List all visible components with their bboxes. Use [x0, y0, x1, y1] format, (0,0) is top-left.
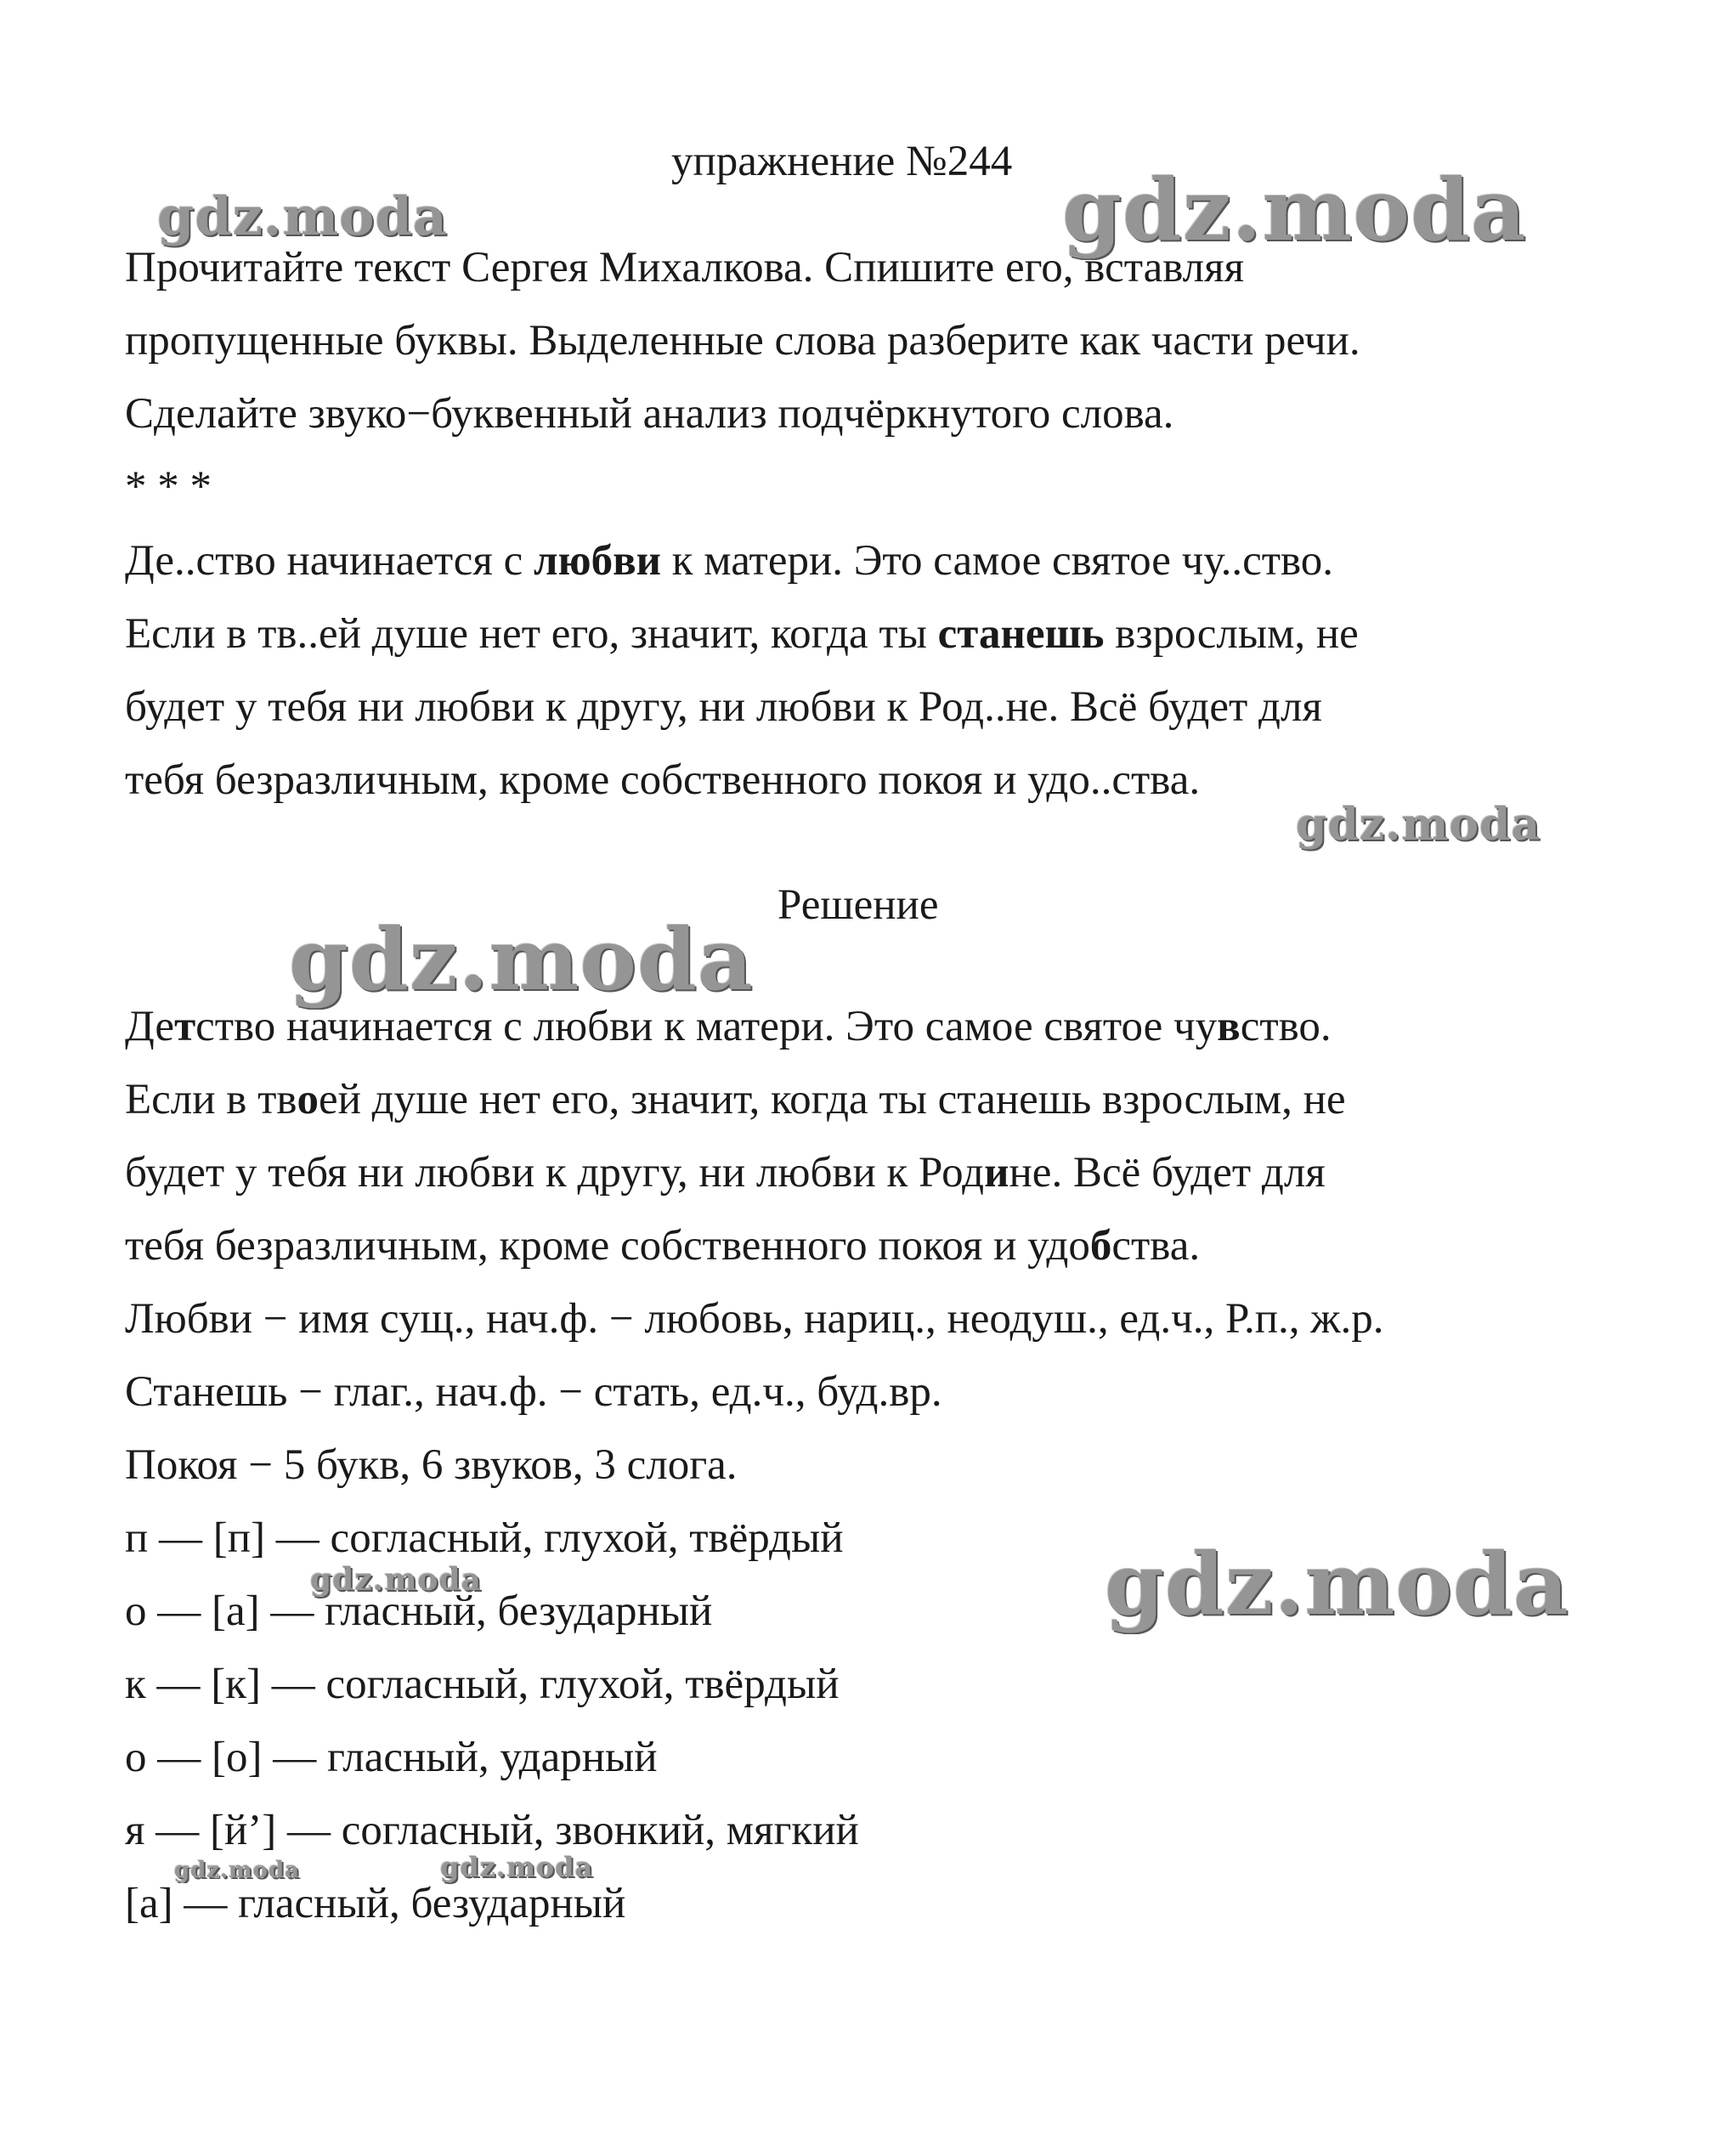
watermark: gdz.moda	[174, 1858, 301, 1883]
task-text-line-4: тебя безразличным, кроме собственного покоя и удо..ства.	[125, 756, 1201, 804]
task-line-3: Сделайте звуко−буквенный анализ подчёркнутого слова.	[125, 390, 1174, 438]
task-line-2: пропущенные буквы. Выделенные слова разберите как части речи.	[125, 317, 1360, 365]
watermark: gdz.moda	[1296, 799, 1541, 851]
stars-divider: * * *	[125, 463, 212, 511]
task-line-1: Прочитайте текст Сергея Михалкова. Спишите его, вставляя	[125, 244, 1245, 291]
task-text-line-1: Де..ство начинается с любви к матери. Это самое святое чу..ство.	[125, 537, 1334, 585]
solution-text-line-1: Детство начинается с любви к матери. Это самое святое чувство.	[125, 1003, 1332, 1050]
watermark: gdz.moda	[1105, 1534, 1569, 1634]
solution-title: Решение	[778, 881, 939, 929]
watermark: gdz.moda	[310, 1562, 482, 1598]
phonetic-row: о — [о] — гласный, ударный	[125, 1734, 658, 1781]
watermark: gdz.moda	[289, 909, 754, 1010]
watermark: gdz.moda	[157, 185, 448, 247]
phonetic-row: о — [а] — гласный, безударный	[125, 1587, 713, 1635]
phonetic-row: к — [к] — согласный, глухой, твёрдый	[125, 1661, 840, 1708]
solution-text-line-2: Если в твоей душе нет его, значит, когда ты станешь взрослым, не	[125, 1076, 1346, 1123]
solution-text-line-3: будет у тебя ни любви к другу, ни любви к Родине. Всё будет для	[125, 1149, 1326, 1197]
task-text-line-3: будет у тебя ни любви к другу, ни любви к Род..не. Всё будет для	[125, 683, 1322, 731]
analysis-stanesh: Станешь − глаг., нач.ф. − стать, ед.ч., буд.вр.	[125, 1368, 942, 1416]
analysis-pokoya: Покоя − 5 букв, 6 звуков, 3 слога.	[125, 1441, 738, 1489]
bold-word-stanesh: станешь	[937, 610, 1105, 658]
bold-word-lyubvi: любви	[534, 537, 662, 585]
analysis-lyubvi: Любви − имя сущ., нач.ф. − любовь, нариц., неодуш., ед.ч., Р.п., ж.р.	[125, 1295, 1384, 1343]
solution-text-line-4: тебя безразличным, кроме собственного покоя и удобства.	[125, 1222, 1201, 1270]
exercise-title: упражнение №244	[671, 138, 1013, 185]
phonetic-row: п — [п] — согласный, глухой, твёрдый	[125, 1514, 844, 1562]
watermark: gdz.moda	[440, 1851, 594, 1883]
phonetic-row: я — [й’] — согласный, звонкий, мягкий	[125, 1807, 859, 1854]
task-text-line-2: Если в тв..ей душе нет его, значит, когда ты станешь взрослым, не	[125, 610, 1359, 658]
watermark: gdz.moda	[1062, 160, 1527, 260]
phonetic-row: [а] — гласный, безударный	[125, 1880, 626, 1927]
